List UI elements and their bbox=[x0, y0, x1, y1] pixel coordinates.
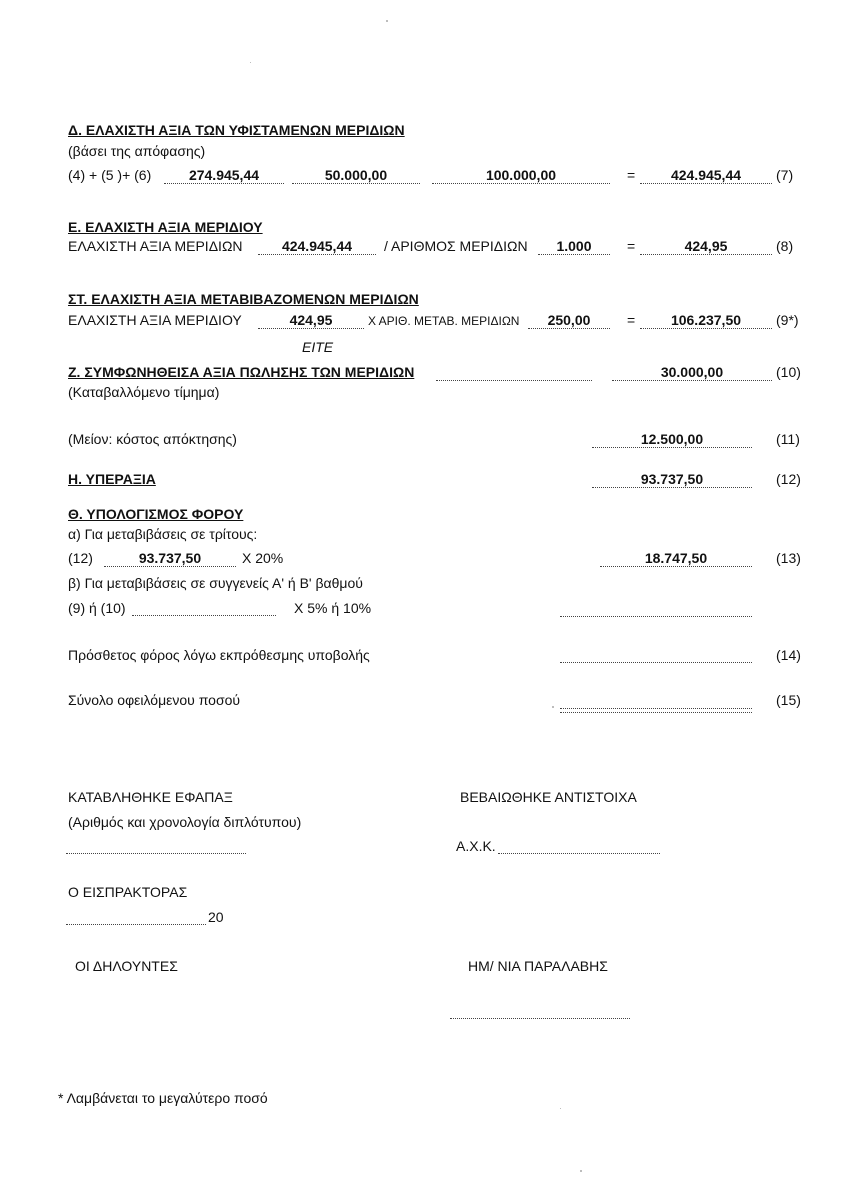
fill-line bbox=[132, 615, 276, 616]
section-e-divider-label: / ΑΡΙΘΜΟΣ ΜΕΡΙΔΙΩΝ bbox=[384, 238, 528, 254]
section-st-result: 106.237,50 bbox=[670, 312, 742, 328]
declarants-label: ΟΙ ΔΗΛΟΥΝΤΕΣ bbox=[75, 958, 178, 974]
fill-line bbox=[528, 328, 610, 329]
fill-line bbox=[600, 566, 752, 567]
paid-once-label: ΚΑΤΑΒΛΗΘΗΚΕ ΕΦΑΠΑΞ bbox=[68, 789, 233, 805]
akk-label: Α.Χ.Κ. bbox=[456, 838, 496, 854]
fill-line bbox=[436, 380, 592, 381]
section-th-b-rate: Χ 5% ή 10% bbox=[294, 600, 372, 616]
section-th-a-value: 93.737,50 bbox=[138, 550, 202, 566]
section-th-a-ref: (13) bbox=[776, 550, 801, 566]
section-th-a-rate: Χ 20% bbox=[242, 550, 284, 566]
section-th-a-label: α) Για μεταβιβάσεις σε τρίτους: bbox=[68, 526, 258, 542]
scan-speck bbox=[250, 62, 251, 63]
section-th-extra-label: Πρόσθετος φόρος λόγω εκπρόθεσμης υποβολής bbox=[68, 647, 370, 663]
section-d-subheading: (βάσει της απόφασης) bbox=[68, 143, 206, 159]
section-st-label: ΕΛΑΧΙΣΤΗ ΑΞΙΑ ΜΕΡΙΔΙΟΥ bbox=[68, 312, 242, 328]
fill-line bbox=[258, 328, 364, 329]
section-st-multiplier-label: Χ ΑΡΙΘ. ΜΕΤΑΒ. ΜΕΡΙΔΙΩΝ bbox=[368, 314, 520, 328]
footnote: * Λαμβάνεται το μεγαλύτερο ποσό bbox=[58, 1090, 268, 1106]
fill-line bbox=[538, 254, 610, 255]
section-st-or-text: ΕΙΤΕ bbox=[302, 339, 334, 355]
section-z-cost-ref: (11) bbox=[776, 431, 800, 447]
confirmed-label: ΒΕΒΑΙΩΘΗΚΕ ΑΝΤΙΣΤΟΙΧΑ bbox=[460, 789, 637, 805]
scan-speck bbox=[560, 1108, 561, 1109]
section-h-ref: (12) bbox=[776, 471, 801, 487]
section-th-a-prefix: (12) bbox=[68, 550, 93, 566]
fill-line bbox=[258, 254, 376, 255]
fill-line bbox=[592, 487, 752, 488]
section-e-result: 424,95 bbox=[684, 238, 728, 254]
section-e-count: 1.000 bbox=[556, 238, 592, 254]
section-z-heading: Ζ. ΣΥΜΦΩΝΗΘΕΙΣΑ ΑΞΙΑ ΠΩΛΗΣΗΣ ΤΩΝ ΜΕΡΙΔΙΩΝ bbox=[68, 364, 415, 380]
fill-line bbox=[560, 616, 752, 617]
section-e-equals: = bbox=[627, 238, 636, 254]
section-th-heading: Θ. ΥΠΟΛΟΓΙΣΜΟΣ ΦΟΡΟΥ bbox=[68, 506, 244, 522]
paid-note: (Αριθμός και χρονολογία διπλότυπου) bbox=[68, 814, 302, 830]
scan-speck bbox=[386, 20, 388, 22]
section-th-extra-ref: (14) bbox=[776, 647, 801, 663]
scan-speck bbox=[580, 1170, 582, 1172]
fill-line bbox=[612, 380, 772, 381]
section-h-heading: Η. ΥΠΕΡΑΞΙΑ bbox=[68, 471, 156, 487]
section-th-b-prefix: (9) ή (10) bbox=[68, 600, 126, 616]
fill-line bbox=[164, 183, 284, 184]
section-e-label: ΕΛΑΧΙΣΤΗ ΑΞΙΑ ΜΕΡΙΔΙΩΝ bbox=[68, 238, 243, 254]
year-prefix: 20 bbox=[208, 909, 224, 925]
fill-line bbox=[292, 183, 420, 184]
fill-line bbox=[592, 447, 752, 448]
section-st-heading: ΣΤ. ΕΛΑΧΙΣΤΗ ΑΞΙΑ ΜΕΤΑΒΙΒΑΖΟΜΕΝΩΝ ΜΕΡΙΔΙΩΝ bbox=[68, 291, 419, 307]
fill-line bbox=[640, 254, 772, 255]
section-th-total-ref: (15) bbox=[776, 692, 801, 708]
receipt-date-line bbox=[450, 1018, 630, 1019]
section-d-heading: Δ. ΕΛΑΧΙΣΤΗ ΑΞΙΑ ΤΩΝ ΥΦΙΣΤΑΜΕΝΩΝ ΜΕΡΙΔΙΩΝ bbox=[68, 122, 405, 138]
section-d-result: 424.945,44 bbox=[670, 167, 742, 183]
section-th-b-label: β) Για μεταβιβάσεις σε συγγενείς Α' ή Β' βαθμού bbox=[68, 575, 363, 591]
collector-date-line bbox=[66, 924, 206, 925]
section-h-value: 93.737,50 bbox=[640, 471, 704, 487]
scan-speck bbox=[552, 706, 554, 708]
section-th-total-label: Σύνολο οφειλόμενου ποσού bbox=[68, 692, 241, 708]
receipt-date-label: ΗΜ/ ΝΙΑ ΠΑΡΑΛΑΒΗΣ bbox=[468, 958, 608, 974]
section-d-ref: (7) bbox=[776, 167, 794, 183]
total-double-line bbox=[560, 708, 752, 713]
section-st-value: 424,95 bbox=[289, 312, 333, 328]
section-z-cost-label: (Μείον: κόστος απόκτησης) bbox=[68, 431, 237, 447]
collector-label: Ο ΕΙΣΠΡΑΚΤΟΡΑΣ bbox=[68, 884, 188, 900]
section-e-ref: (8) bbox=[776, 238, 794, 254]
fill-line bbox=[432, 183, 610, 184]
section-z-cost-value: 12.500,00 bbox=[640, 431, 704, 447]
fill-line bbox=[640, 183, 772, 184]
section-st-equals: = bbox=[627, 312, 636, 328]
fill-line bbox=[560, 662, 752, 663]
section-d-equals: = bbox=[627, 167, 636, 183]
section-st-ref: (9*) bbox=[776, 312, 799, 328]
section-z-result: 30.000,00 bbox=[660, 364, 724, 380]
section-d-value-5: 50.000,00 bbox=[324, 167, 388, 183]
akk-line bbox=[498, 853, 660, 854]
section-th-a-result: 18.747,50 bbox=[644, 550, 708, 566]
section-d-value-4: 274.945,44 bbox=[188, 167, 260, 183]
fill-line bbox=[640, 328, 772, 329]
section-d-formula: (4) + (5 )+ (6) bbox=[68, 167, 152, 183]
section-d-value-6: 100.000,00 bbox=[485, 167, 557, 183]
receipt-number-line bbox=[66, 853, 246, 854]
section-z-subheading: (Καταβαλλόμενο τίμημα) bbox=[68, 384, 220, 400]
fill-line bbox=[104, 566, 236, 567]
section-e-heading: Ε. ΕΛΑΧΙΣΤΗ ΑΞΙΑ ΜΕΡΙΔΙΟΥ bbox=[68, 219, 263, 235]
section-z-ref: (10) bbox=[776, 364, 801, 380]
section-st-count: 250,00 bbox=[547, 312, 591, 328]
section-e-value: 424.945,44 bbox=[281, 238, 353, 254]
